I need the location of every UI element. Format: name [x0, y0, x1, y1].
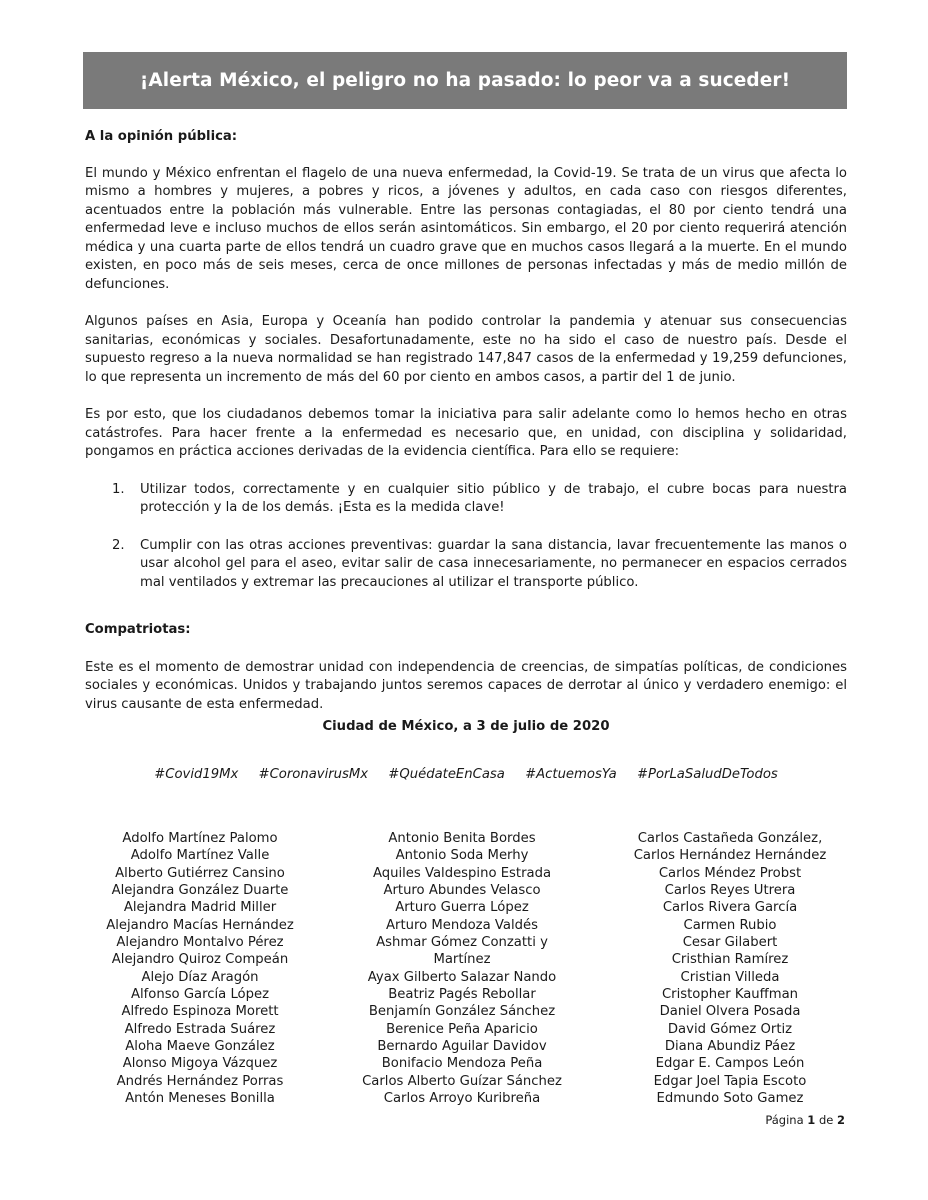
signatory-name: Bonifacio Mendoza Peña	[381, 1056, 543, 1072]
signatory-name: Alejo Díaz Aragón	[141, 969, 259, 985]
signatory-name: Carlos Alberto Guízar Sánchez	[362, 1073, 562, 1089]
page-current: 1	[807, 1113, 816, 1127]
place-date: Ciudad de México, a 3 de julio de 2020	[322, 719, 610, 734]
signatory-name: Adolfo Martínez Valle	[130, 848, 270, 864]
signatory-name: Adolfo Martínez Palomo	[122, 831, 278, 846]
page-total: 2	[836, 1113, 845, 1127]
signatories-column-1	[100, 830, 300, 1108]
list-item-number: 2.	[112, 537, 125, 553]
list-item	[85, 537, 847, 593]
signatory-name: Diana Abundiz Páez	[664, 1039, 796, 1055]
signatory-name: Alejandro Macías Hernández	[106, 917, 294, 933]
signatory-name: Cristian Villeda	[680, 969, 780, 985]
action-list	[85, 481, 847, 593]
signatory-name: Alfredo Espinoza Morett	[121, 1004, 279, 1020]
signatories-column-2	[362, 830, 562, 1108]
signatory-name: Cristopher Kauffman	[661, 987, 799, 1003]
hashtag: #CoronavirusMx	[258, 767, 369, 782]
signatory-name: Alfredo Estrada Suárez	[124, 1021, 276, 1037]
hashtag: #PorLaSaludDeTodos	[636, 767, 778, 782]
signatory-name: Alejandro Montalvo Pérez	[116, 935, 284, 951]
paragraph-3: Es por esto, que los ciudadanos debemos tomar la iniciativa para salir adelante como lo hemos hecho en otras catástrofes. Para hacer frente a la enfermedad es necesario que, en unidad, con disciplina y solidaridad, pongamos en práctica acciones derivadas de la evidencia científica. Para ello se requiere:	[85, 407, 847, 459]
signatory-name: Carlos Arroyo Kuribreña	[383, 1091, 541, 1107]
signatory-name: Berenice Peña Aparicio	[386, 1021, 538, 1037]
signatory-name: Bernardo Aguilar Davidov	[377, 1039, 547, 1055]
page-label: Página	[765, 1113, 804, 1127]
signatory-name: Carlos Reyes Utrera	[664, 883, 796, 899]
hashtag: #Covid19Mx	[154, 767, 239, 782]
paragraph-2: Algunos países en Asia, Europa y Oceanía han podido controlar la pandemia y atenuar sus consecuencias sanitarias, económicas y sociales. Desafortunadamente, este no ha sido el caso de nuestro país. Desde el supuesto regreso a la nueva normalidad se han registrado 147,847 casos de la enfermedad y 19,259 defunciones, lo que representa un incremento de más del 60 por ciento en ambos casos, a partir del 1 de junio.	[85, 314, 847, 385]
signatory-name: Arturo Abundes Velasco	[383, 883, 541, 899]
signatory-name: Alberto Gutiérrez Cansino	[115, 865, 285, 881]
signatory-name: Carlos Hernández Hernández	[633, 848, 827, 864]
salutation: A la opinión pública:	[85, 129, 238, 144]
signatory-name: Carmen Rubio	[683, 917, 777, 933]
hashtag: #ActuemosYa	[525, 767, 617, 782]
signatory-name: Alejandra González Duarte	[111, 883, 289, 899]
signatory-name: Martínez	[433, 952, 491, 968]
signatory-name: Daniel Olvera Posada	[659, 1004, 801, 1020]
signatory-name: Alonso Migoya Vázquez	[122, 1056, 278, 1072]
signatory-name: Edgar Joel Tapia Escoto	[653, 1073, 807, 1089]
signatory-name: Edgar E. Campos León	[655, 1056, 805, 1072]
signatory-name: Carlos Méndez Probst	[658, 865, 802, 881]
signatory-name: Aloha Maeve González	[125, 1039, 275, 1055]
signatory-name: Carlos Rivera García	[662, 900, 798, 916]
signatory-name: Beatriz Pagés Rebollar	[388, 987, 536, 1003]
hashtags	[85, 767, 847, 782]
signatory-name: Edmundo Soto Gamez	[656, 1091, 804, 1107]
title-banner	[83, 52, 847, 109]
compatriots-heading: Compatriotas:	[85, 622, 191, 637]
list-item-text: Utilizar todos, correctamente y en cualquier sitio público y de trabajo, el cubre bocas para nuestra protección y la de los demás. ¡Esta es la medida clave!	[140, 481, 847, 515]
list-item-number: 1.	[112, 481, 125, 497]
page-number	[765, 1113, 845, 1127]
signatory-name: Arturo Mendoza Valdés	[386, 917, 538, 933]
signatory-name: Antonio Benita Bordes	[388, 831, 536, 846]
signatory-name: Ayax Gilberto Salazar Nando	[367, 969, 557, 985]
signatory-name: Alejandro Quiroz Compeán	[111, 952, 289, 968]
signatory-name: Antón Meneses Bonilla	[125, 1091, 275, 1107]
paragraph-1: El mundo y México enfrentan el flagelo de una nueva enfermedad, la Covid-19. Se trata de un virus que afecta lo mismo a hombres y mujeres, a pobres y ricos, a jóvenes y adultos, en cada caso con riesgos diferentes, acentuados entre la población más vulnerable. Entre las personas contagiadas, el 80 por ciento tendrá una enfermedad leve e incluso muchos de ellos serán asintomáticos. Sin embargo, el 20 por ciento requerirá atención médica y una cuarta parte de ellos tendrá un cuadro grave que en muchos casos llegará a la muerte. En el mundo existen, en poco más de seis meses, cerca de once millones de personas infectadas y más de medio millón de defunciones.	[85, 165, 847, 292]
signatory-name: Benjamín González Sánchez	[368, 1004, 556, 1020]
signatory-name: David Gómez Ortiz	[667, 1021, 793, 1037]
hashtag: #QuédateEnCasa	[388, 767, 505, 782]
list-item	[85, 481, 847, 518]
list-item-text: Cumplir con las otras acciones preventivas: guardar la sana distancia, lavar frecuentemente las manos o usar alcohol gel para el aseo, evitar salir de casa innecesariamente, no permanecer en espacios cerrados mal ventilados y extremar las precauciones al utilizar el transporte público.	[140, 537, 847, 590]
signatory-name: Ashmar Gómez Conzatti y	[376, 935, 548, 951]
signatory-name: Cristhian Ramírez	[671, 952, 789, 968]
signatory-name: Carlos Castañeda González,	[637, 831, 823, 846]
signatory-name: Aquiles Valdespino Estrada	[372, 865, 552, 881]
compatriots-paragraph: Este es el momento de demostrar unidad con independencia de creencias, de simpatías políticas, de condiciones sociales y económicas. Unidos y trabajando juntos seremos capaces de derrotar al único y verdadero enemigo: el virus causante de esta enfermedad.	[85, 659, 847, 712]
signatory-name: Alfonso García López	[130, 987, 270, 1003]
signatory-name: Arturo Guerra López	[395, 900, 529, 916]
page-separator: de	[818, 1113, 834, 1127]
signatory-name: Cesar Gilabert	[682, 935, 778, 951]
signatory-name: Andrés Hernández Porras	[116, 1073, 284, 1089]
signatory-name: Alejandra Madrid Miller	[123, 900, 277, 916]
signatory-name: Antonio Soda Merhy	[395, 848, 529, 864]
letter-body	[85, 128, 847, 714]
signatories-column-3	[630, 830, 830, 1108]
page-title: ¡Alerta México, el peligro no ha pasado: lo peor va a suceder!	[139, 70, 791, 91]
